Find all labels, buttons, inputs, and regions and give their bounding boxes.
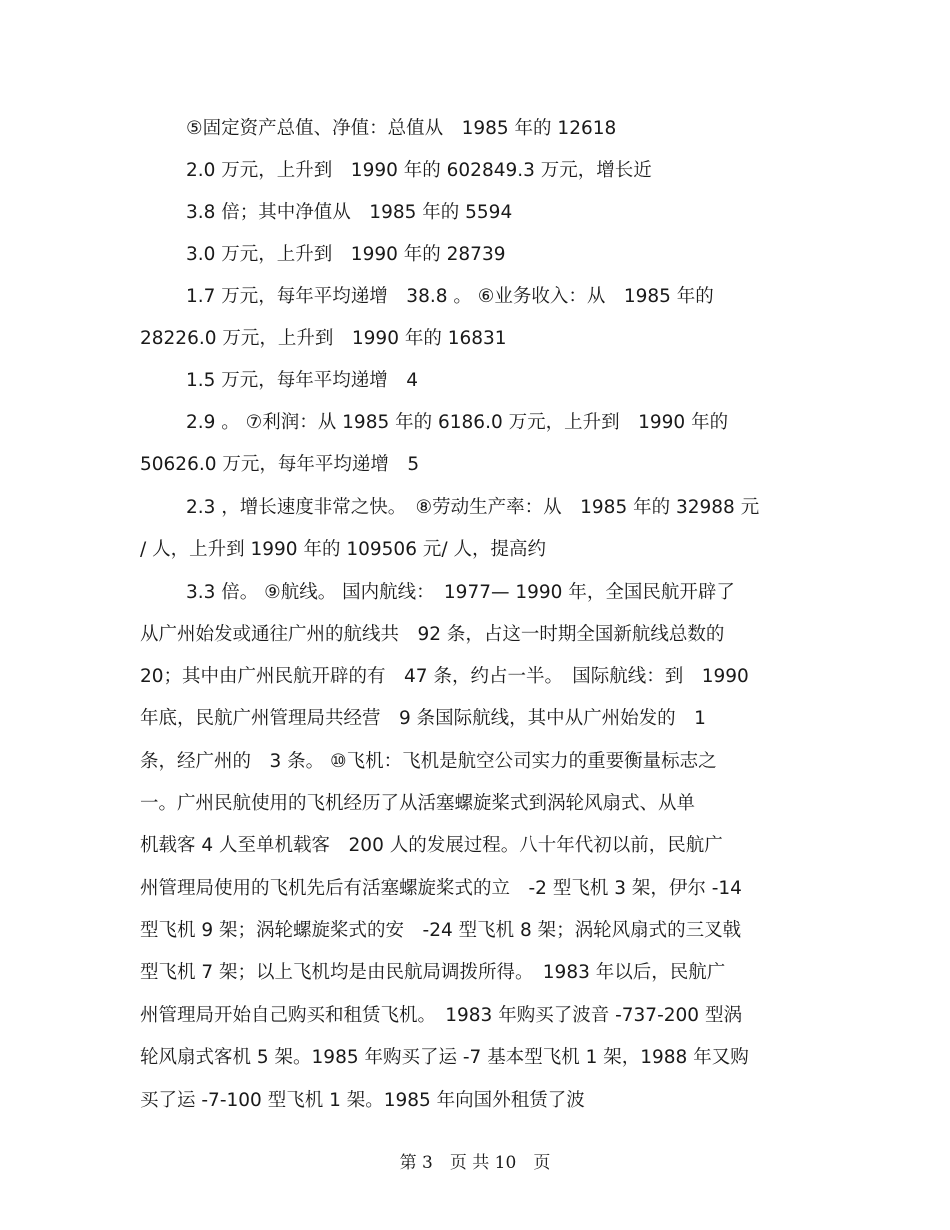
page-number-footer: 第 3 页 共 10 页: [399, 1153, 551, 1173]
text-line: 3.3 倍。 ⑨航线。 国内航线： 1977— 1990 年，全国民航开辟了: [186, 582, 735, 603]
text-line: 机载客 4 人至单机载客 200 人的发展过程。八十年代初以前，民航广: [140, 835, 723, 856]
text-line: 州管理局开始自己购买和租赁飞机。 1983 年购买了波音 -737-200 型涡: [140, 1005, 742, 1026]
text-line: 1.5 万元，每年平均递增 4: [186, 370, 419, 391]
text-line: ⑤固定资产总值、净值：总值从 1985 年的 12618: [186, 118, 617, 139]
text-line: 2.0 万元，上升到 1990 年的 602849.3 万元，增长近: [186, 160, 652, 181]
text-line: 50626.0 万元，每年平均递增 5: [140, 454, 420, 475]
text-line: 1.7 万元，每年平均递增 38.8 。 ⑥业务收入：从 1985 年的: [186, 286, 714, 307]
text-line: 20；其中由广州民航开辟的有 47 条，约占一半。 国际航线：到 1990: [140, 666, 749, 687]
text-line: 型飞机 7 架；以上飞机均是由民航局调拨所得。 1983 年以后，民航广: [140, 962, 726, 983]
text-line: 从广州始发或通往广州的航线共 92 条，占这一时期全国新航线总数的: [140, 624, 725, 645]
text-line: 年底，民航广州管理局共经营 9 条国际航线，其中从广州始发的 1: [140, 708, 706, 729]
text-line: 州管理局使用的飞机先后有活塞螺旋桨式的立 -2 型飞机 3 架，伊尔 -14: [140, 878, 742, 899]
text-line: / 人，上升到 1990 年的 109506 元/ 人，提高约: [140, 539, 546, 560]
text-line: 一。广州民航使用的飞机经历了从活塞螺旋桨式到涡轮风扇式、从单: [140, 793, 696, 814]
text-line: 28226.0 万元，上升到 1990 年的 16831: [140, 328, 507, 349]
text-line: 2.3 ，增长速度非常之快。 ⑧劳动生产率：从 1985 年的 32988 元: [186, 497, 760, 518]
text-line: 3.0 万元，上升到 1990 年的 28739: [186, 244, 506, 265]
text-line: 3.8 倍；其中净值从 1985 年的 5594: [186, 202, 513, 223]
text-line: 2.9 。 ⑦利润：从 1985 年的 6186.0 万元，上升到 1990 年的: [186, 412, 729, 433]
text-line: 买了运 -7-100 型飞机 1 架。1985 年向国外租赁了波: [140, 1090, 585, 1111]
text-line: 型飞机 9 架；涡轮螺旋桨式的安 -24 型飞机 8 架；涡轮风扇式的三叉戟: [140, 920, 742, 941]
text-line: 轮风扇式客机 5 架。1985 年购买了运 -7 基本型飞机 1 架，1988 年又购: [140, 1047, 749, 1068]
text-line: 条，经广州的 3 条。 ⑩飞机：飞机是航空公司实力的重要衡量标志之: [140, 751, 717, 772]
